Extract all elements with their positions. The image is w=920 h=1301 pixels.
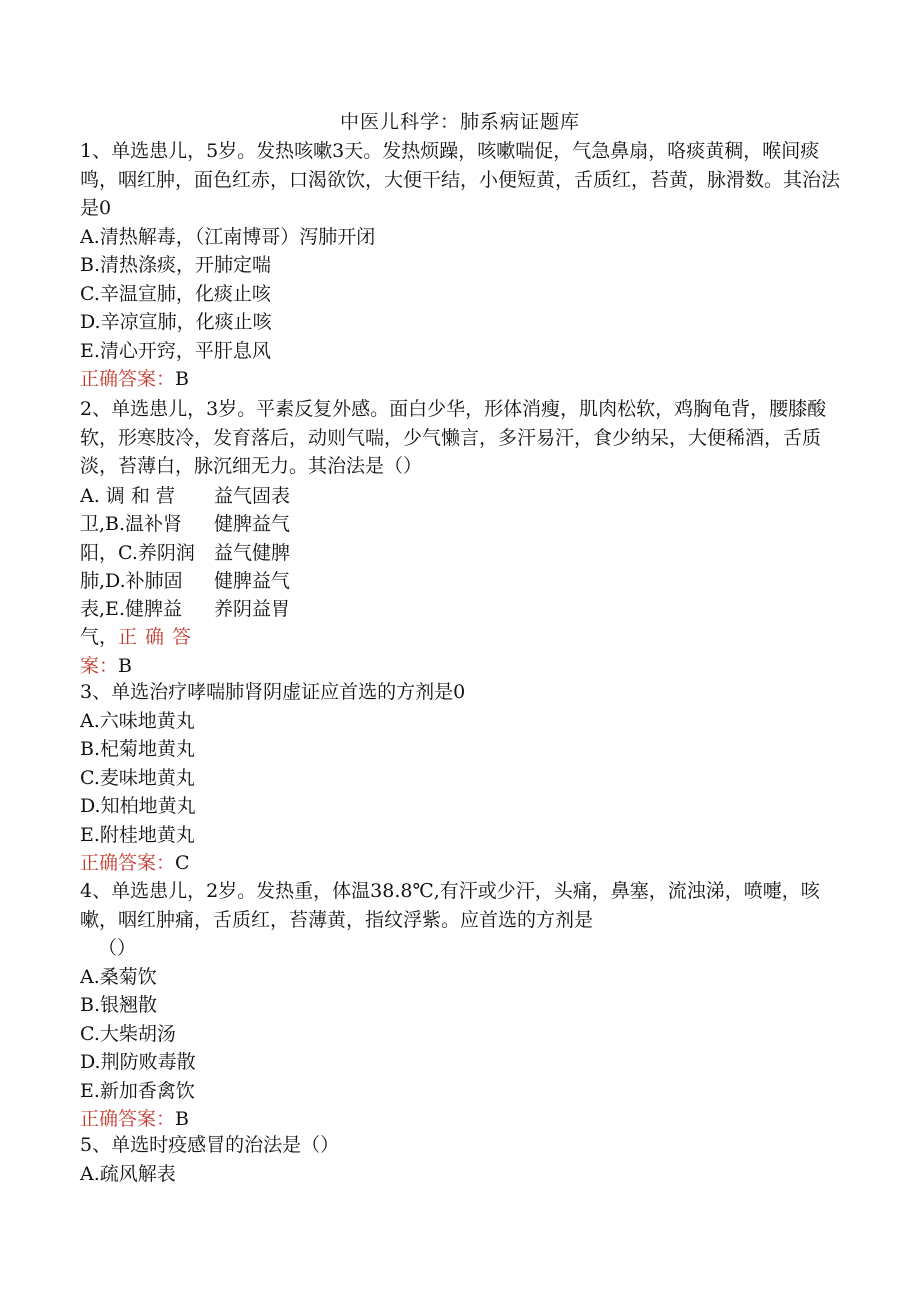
question-5-option-a: A.疏风解表 [80, 1162, 176, 1185]
question-4-option-c: C.大柴胡汤 [80, 1022, 176, 1045]
question-2-tail-prefix: 气， [80, 626, 119, 649]
answer-value: B [175, 1108, 189, 1130]
answer-value: B [175, 368, 189, 390]
question-2-left-line: 肺,D.补肺固 [80, 569, 183, 592]
answer-label: 案： [80, 654, 119, 677]
question-2-tail-red: 正确答 [118, 626, 200, 649]
question-4-option-a: A.桑菊饮 [80, 965, 157, 988]
question-3 [80, 678, 840, 878]
question-2-left-line: 卫,B.温补肾 [80, 513, 183, 536]
question-2-tail-line [80, 623, 212, 651]
answer-value: B [118, 654, 132, 677]
question-5-stem: 5、单选时疫感冒的治法是（） [80, 1134, 340, 1156]
question-5 [80, 1131, 840, 1188]
question-4-stem: 4、单选患儿，2岁。发热重，体温38.8℃,有汗或少汗，头痛，鼻塞，流浊涕，喷嚏，咳嗽，咽红肿痛，舌质红，苔薄黄，指纹浮紫。应首选的方剂是 [80, 880, 820, 931]
question-2-right-line: 健脾益气 [214, 569, 291, 592]
question-4-stem-tail: （） [98, 937, 137, 959]
question-2-right-line: 益气固表 [214, 485, 291, 507]
question-2-right-column [214, 482, 290, 623]
question-2-answer [80, 652, 212, 680]
question-3-stem: 3、单选治疗哮喘肺肾阴虚证应首选的方剂是0 [80, 681, 466, 703]
question-2-left-column [80, 482, 212, 680]
question-1-option-e: E.清心开窍，平肝息风 [80, 339, 271, 362]
answer-label: 正确答案： [80, 368, 176, 390]
question-3-option-c: C.麦味地黄丸 [80, 766, 195, 789]
answer-value: C [175, 852, 190, 874]
question-4 [80, 877, 840, 1134]
question-4-answer [80, 1105, 840, 1134]
question-3-answer [80, 849, 840, 878]
question-2 [80, 395, 840, 481]
question-1-stem: 1、单选患儿，5岁。发热咳嗽3天。发热烦躁，咳嗽喘促，气急鼻扇，咯痰黄稠，喉间痰鸣，咽红肿，面色红赤，口渴欲饮，大便干结，小便短黄，舌质红，苔黄，脉滑数。其治法是0 [80, 140, 841, 219]
question-2-right-line: 益气健脾 [214, 541, 291, 564]
question-1-answer [80, 365, 840, 394]
question-1 [80, 137, 840, 394]
question-1-option-c: C.辛温宣肺，化痰止咳 [80, 282, 271, 305]
question-1-option-d: D.辛凉宣肺，化痰止咳 [80, 311, 272, 333]
question-4-option-d: D.荆防败毒散 [80, 1051, 196, 1073]
question-2-left-line: A. 调 和 营 [80, 485, 175, 507]
answer-label: 正确答案： [80, 1108, 176, 1130]
question-3-option-a: A.六味地黄丸 [80, 709, 195, 732]
question-1-option-b: B.清热涤痰，开肺定喘 [80, 254, 272, 276]
page-title: 中医儿科学：肺系病证题库 [339, 111, 580, 133]
answer-label: 正确答案： [80, 852, 176, 874]
question-2-right-line: 养阴益胃 [214, 598, 291, 621]
question-2-left-line: 阳，C.养阴润 [80, 541, 195, 564]
question-4-option-e: E.新加香禽饮 [80, 1079, 195, 1102]
question-2-right-line: 健脾益气 [214, 513, 291, 536]
question-4-option-b: B.银翘散 [80, 994, 158, 1016]
question-3-option-d: D.知柏地黄丸 [80, 795, 196, 817]
question-2-left-line: 表,E.健脾益 [80, 598, 182, 621]
question-3-option-e: E.附桂地黄丸 [80, 823, 195, 846]
question-2-stem: 2、单选患儿，3岁。平素反复外感。面白少华，形体消瘦，肌肉松软，鸡胸龟背，腰膝酸软，形寒肢冷，发育落后，动则气喘，少气懒言，多汗易汗，食少纳呆，大便稀酒，舌质淡，苔薄白，脉沉细无力。其治法是（） [80, 398, 827, 477]
question-3-option-b: B.杞菊地黄丸 [80, 738, 196, 760]
question-1-option-a: A.清热解毒，（江南博哥）泻肺开闭 [80, 225, 376, 248]
